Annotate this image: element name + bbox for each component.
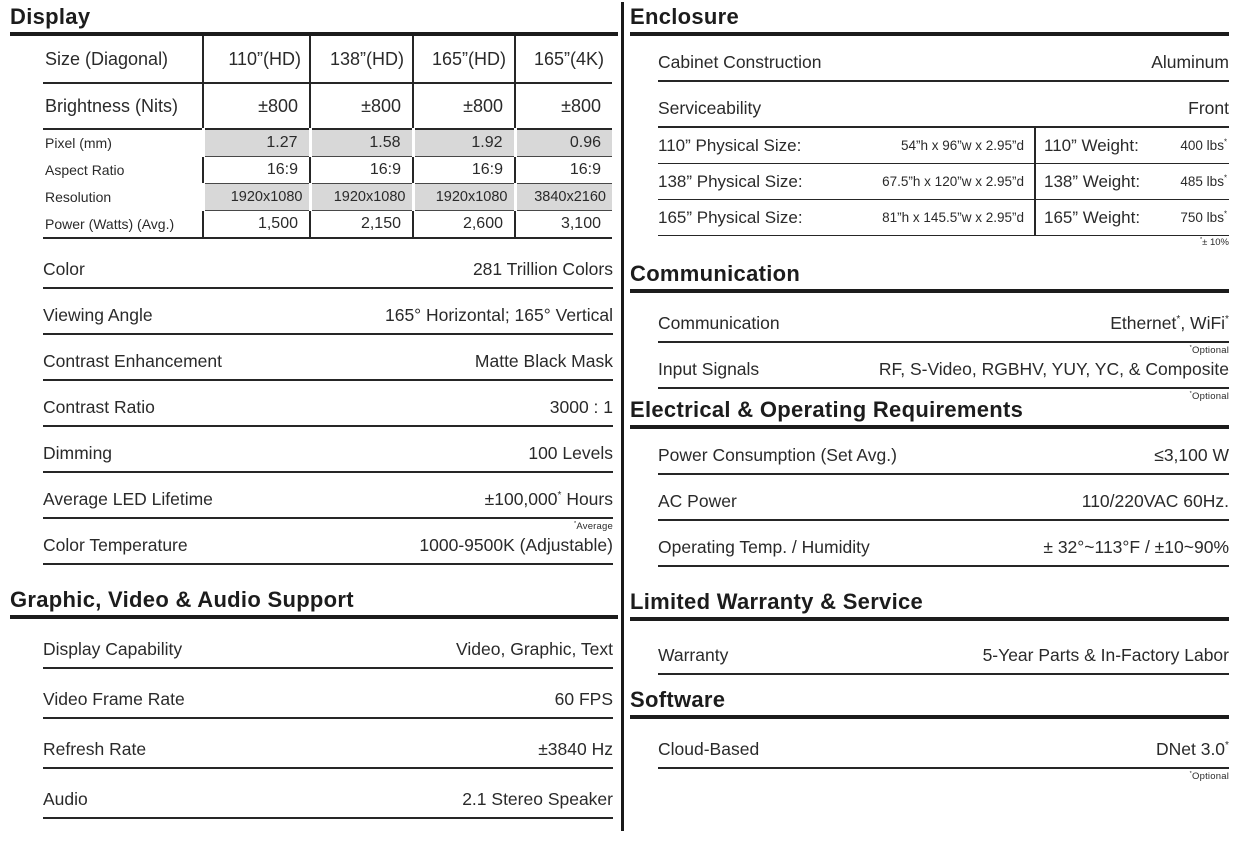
physical-size-weight-table [658, 128, 1229, 249]
footnote-average: *Average [574, 520, 613, 532]
spec-row-cloud-based [658, 719, 1229, 782]
weight-label: 110” Weight: [1044, 135, 1139, 155]
table-cell: 16:9 [203, 157, 310, 184]
row-label: Aspect Ratio [45, 162, 125, 178]
spec-row-color [43, 239, 613, 289]
spec-row-power-consumption [658, 429, 1229, 475]
section-heading-graphics: Graphic, Video & Audio Support [10, 583, 618, 619]
physical-size-value: 81”h x 145.5”w x 2.95”d [882, 210, 1024, 225]
section-heading-communication: Communication [630, 257, 1229, 293]
physical-size-label: 138” Physical Size: [658, 171, 803, 191]
spec-label: Refresh Rate [43, 739, 147, 759]
spec-value: 3000 : 1 [549, 397, 613, 417]
spec-value: ±3840 Hz [538, 739, 613, 759]
spec-row-operating-temp-humidity [658, 521, 1229, 567]
spec-value: Ethernet*, WiFi* [1110, 313, 1229, 333]
spec-label: Average LED Lifetime [43, 489, 213, 509]
weight-label: 165” Weight: [1044, 207, 1141, 227]
spec-row-refresh-rate [43, 719, 613, 769]
spec-label: Color Temperature [43, 535, 188, 555]
table-cell: 1920x1080 [310, 184, 413, 211]
column-divider-rule [621, 2, 624, 831]
table-cell: 16:9 [413, 157, 515, 184]
physical-row-110 [658, 128, 1229, 164]
table-cell: 2,600 [413, 211, 515, 239]
spec-value: 110/220VAC 60Hz. [1081, 491, 1229, 511]
physical-size-value: 67.5”h x 120”w x 2.95”d [882, 174, 1024, 189]
weight-cell [1034, 164, 1229, 199]
spec-label: AC Power [658, 491, 737, 511]
spec-value: RF, S-Video, RGBHV, YUY, YC, & Composite [878, 359, 1229, 379]
spec-value: 60 FPS [554, 689, 613, 709]
table-corner-label: Size (Diagonal) [43, 36, 203, 83]
spec-label: Cloud-Based [658, 739, 760, 759]
spec-label: Audio [43, 789, 88, 809]
physical-size-value: 54”h x 96”w x 2.95”d [900, 138, 1024, 153]
spec-label: Video Frame Rate [43, 689, 185, 709]
spec-row-contrast-ratio [43, 381, 613, 427]
physical-size-label: 165” Physical Size: [658, 207, 803, 227]
physical-row-138 [658, 164, 1229, 200]
spec-value: 100 Levels [528, 443, 613, 463]
spec-label: Viewing Angle [43, 305, 153, 325]
physical-row-165 [658, 200, 1229, 236]
spec-label: Dimming [43, 443, 113, 463]
table-cell: ±800 [310, 83, 413, 129]
spec-value: 5-Year Parts & In-Factory Labor [982, 645, 1229, 665]
spec-value: 165° Horizontal; 165° Vertical [384, 305, 613, 325]
section-heading-electrical: Electrical & Operating Requirements [630, 393, 1229, 429]
spec-value: Video, Graphic, Text [456, 639, 613, 659]
spec-row-serviceability [658, 82, 1229, 128]
display-spec-table [43, 36, 612, 239]
spec-label: Communication [658, 313, 780, 333]
spec-row-warranty [658, 621, 1229, 675]
section-heading-software: Software [630, 683, 1229, 719]
spec-value: Aluminum [1151, 52, 1229, 72]
spec-row-color-temperature [43, 519, 613, 565]
spec-label: Display Capability [43, 639, 183, 659]
spec-row-cabinet-construction [658, 36, 1229, 82]
row-label: Brightness (Nits) [43, 83, 203, 129]
spec-row-ac-power [658, 475, 1229, 521]
table-cell: ±800 [515, 83, 612, 129]
weight-cell [1034, 128, 1229, 163]
table-cell: 1.58 [310, 129, 413, 157]
column-header-110hd: 110”(HD) [203, 36, 310, 83]
table-cell: 1.92 [413, 129, 515, 157]
spec-row-led-lifetime [43, 473, 613, 532]
table-cell: 1920x1080 [413, 184, 515, 211]
spec-value: ± 32°~113°F / ±10~90% [1043, 537, 1229, 557]
row-label: Power (Watts) (Avg.) [43, 211, 203, 239]
table-cell: 0.96 [515, 129, 612, 157]
weight-cell [1034, 200, 1229, 235]
table-cell: 16:9 [310, 157, 413, 184]
spec-row-audio [43, 769, 613, 819]
table-cell: 3840x2160 [515, 184, 612, 211]
spec-value: 2.1 Stereo Speaker [462, 789, 613, 809]
spec-row-communication [658, 293, 1229, 356]
table-cell: 1.27 [203, 129, 310, 157]
table-cell: 16:9 [515, 157, 612, 184]
spec-value: ≤3,100 W [1154, 445, 1229, 465]
spec-row-display-capability [43, 619, 613, 669]
table-cell: 3,100 [515, 211, 612, 239]
spec-row-video-frame-rate [43, 669, 613, 719]
spec-label: Operating Temp. / Humidity [658, 537, 870, 557]
section-heading-display: Display [10, 0, 618, 36]
spec-row-dimming [43, 427, 613, 473]
spec-label: Serviceability [658, 98, 762, 118]
spec-label: Input Signals [658, 359, 760, 379]
spec-value: Matte Black Mask [474, 351, 613, 371]
spec-value: 1000-9500K (Adjustable) [419, 535, 613, 555]
footnote-optional: *Optional [1189, 344, 1229, 356]
table-cell: ±800 [203, 83, 310, 129]
spec-label: Cabinet Construction [658, 52, 822, 72]
weight-value: 750 lbs* [1180, 209, 1227, 225]
spec-label: Color [43, 259, 85, 279]
section-heading-warranty: Limited Warranty & Service [630, 585, 1229, 621]
table-cell: 1,500 [203, 211, 310, 239]
spec-value: 281 Trillion Colors [472, 259, 613, 279]
table-row-pixel [43, 129, 612, 157]
footnote-optional: *Optional [1189, 770, 1229, 782]
column-header-165hd: 165”(HD) [413, 36, 515, 83]
spec-row-input-signals [658, 343, 1229, 402]
spec-row-viewing-angle [43, 289, 613, 335]
right-column [630, 0, 1229, 782]
table-row-brightness [43, 83, 612, 129]
weight-label: 138” Weight: [1044, 171, 1141, 191]
section-heading-enclosure: Enclosure [630, 0, 1229, 36]
column-header-138hd: 138”(HD) [310, 36, 413, 83]
weight-value: 485 lbs* [1180, 173, 1227, 189]
column-header-1654k: 165”(4K) [515, 36, 612, 83]
spec-value: ±100,000* Hours [484, 489, 613, 509]
weight-value: 400 lbs* [1180, 137, 1227, 153]
table-row-power [43, 211, 612, 239]
table-cell: 2,150 [310, 211, 413, 239]
footnote-optional: *Optional [1189, 390, 1229, 402]
table-cell: ±800 [413, 83, 515, 129]
spec-label: Power Consumption (Set Avg.) [658, 445, 897, 465]
spec-label: Warranty [658, 645, 729, 665]
table-row-aspect-ratio [43, 157, 612, 184]
spec-value: DNet 3.0* [1155, 739, 1229, 759]
table-cell: 1920x1080 [203, 184, 310, 211]
table-row-resolution [43, 184, 612, 211]
row-label: Resolution [45, 189, 112, 205]
spec-row-contrast-enhancement [43, 335, 613, 381]
row-label: Pixel (mm) [45, 135, 112, 152]
left-column [10, 0, 618, 819]
physical-size-label: 110” Physical Size: [658, 135, 802, 155]
spec-label: Contrast Enhancement [43, 351, 222, 371]
spec-label: Contrast Ratio [43, 397, 155, 417]
footnote-plus-minus-10pct: *± 10% [1199, 236, 1229, 248]
spec-value: Front [1188, 98, 1229, 118]
table-row-size [43, 36, 612, 83]
